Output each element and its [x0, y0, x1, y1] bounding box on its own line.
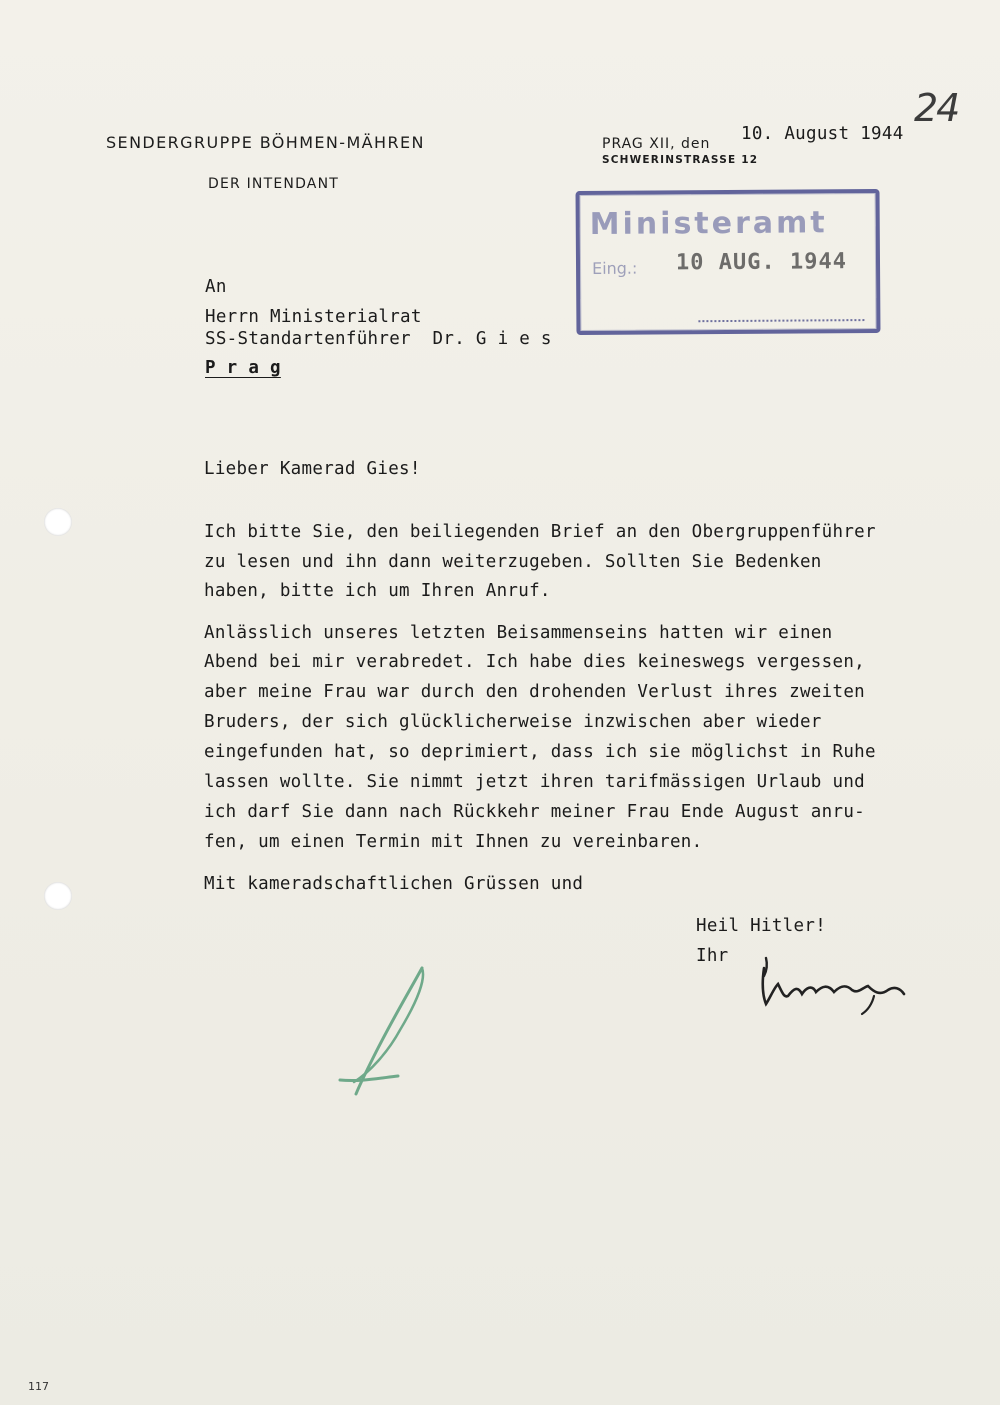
closing-line: Mit kameradschaftlichen Grüssen und [204, 874, 584, 894]
salutation: Lieber Kamerad Gies! [204, 459, 421, 479]
signoff-greeting: Heil Hitler! [696, 916, 827, 936]
stamp-label: Eing.: [591, 258, 638, 278]
green-pencil-mark [330, 960, 450, 1120]
punch-hole-top [44, 508, 72, 536]
paragraph-line: Anlässlich unseres letzten Beisammenseins hatten wir einen [204, 623, 833, 643]
address-line-2: SS-Standartenführer Dr. G i e s [205, 329, 552, 349]
paragraph-line: ich darf Sie dann nach Rückkehr meiner Frau Ende August anru- [204, 802, 865, 822]
paragraph-line: haben, bitte ich um Ihren Anruf. [204, 581, 551, 601]
stamp-date: 10 AUG. 1944 [675, 249, 848, 276]
paragraph-line: aber meine Frau war durch den drohenden Verlust ihres zweiten [204, 682, 865, 702]
address-prefix: An [205, 277, 227, 297]
letterhead-department: DER INTENDANT [208, 176, 340, 192]
letter-date: 10. August 1944 [741, 124, 904, 144]
letterhead-organization: SENDERGRUPPE BÖHMEN-MÄHREN [106, 133, 425, 152]
stamp-signature-line [698, 319, 864, 322]
received-stamp [576, 189, 881, 335]
paragraph-line: lassen wollte. Sie nimmt jetzt ihren tarifmässigen Urlaub und [204, 772, 865, 792]
letterhead-street: SCHWERINSTRASSE 12 [602, 154, 759, 166]
paragraph-line: zu lesen und ihn dann weiterzugeben. Sollten Sie Bedenken [204, 552, 822, 572]
paragraph-line: Bruders, der sich glücklicherweise inzwischen aber wieder [204, 712, 822, 732]
handwritten-signature [754, 948, 914, 1018]
stamp-title: Ministeramt [589, 205, 828, 242]
paragraph-line: Ich bitte Sie, den beiliegenden Brief an den Obergruppenführer [204, 522, 876, 542]
paragraph-line: Abend bei mir verabredet. Ich habe dies keineswegs vergessen, [204, 652, 865, 672]
address-city: P r a g [205, 358, 281, 378]
punch-hole-bottom [44, 882, 72, 910]
folio-number: 24 [914, 86, 959, 130]
paragraph-line: fen, um einen Termin mit Ihnen zu vereinbaren. [204, 832, 703, 852]
paragraph-line: eingefunden hat, so deprimiert, dass ich sie möglichst in Ruhe [204, 742, 876, 762]
page-number: 117 [28, 1380, 49, 1393]
signoff-ihr: Ihr [696, 946, 729, 966]
address-line-1: Herrn Ministerialrat [205, 307, 422, 327]
letterhead-city-line: PRAG XII, den [602, 136, 711, 152]
